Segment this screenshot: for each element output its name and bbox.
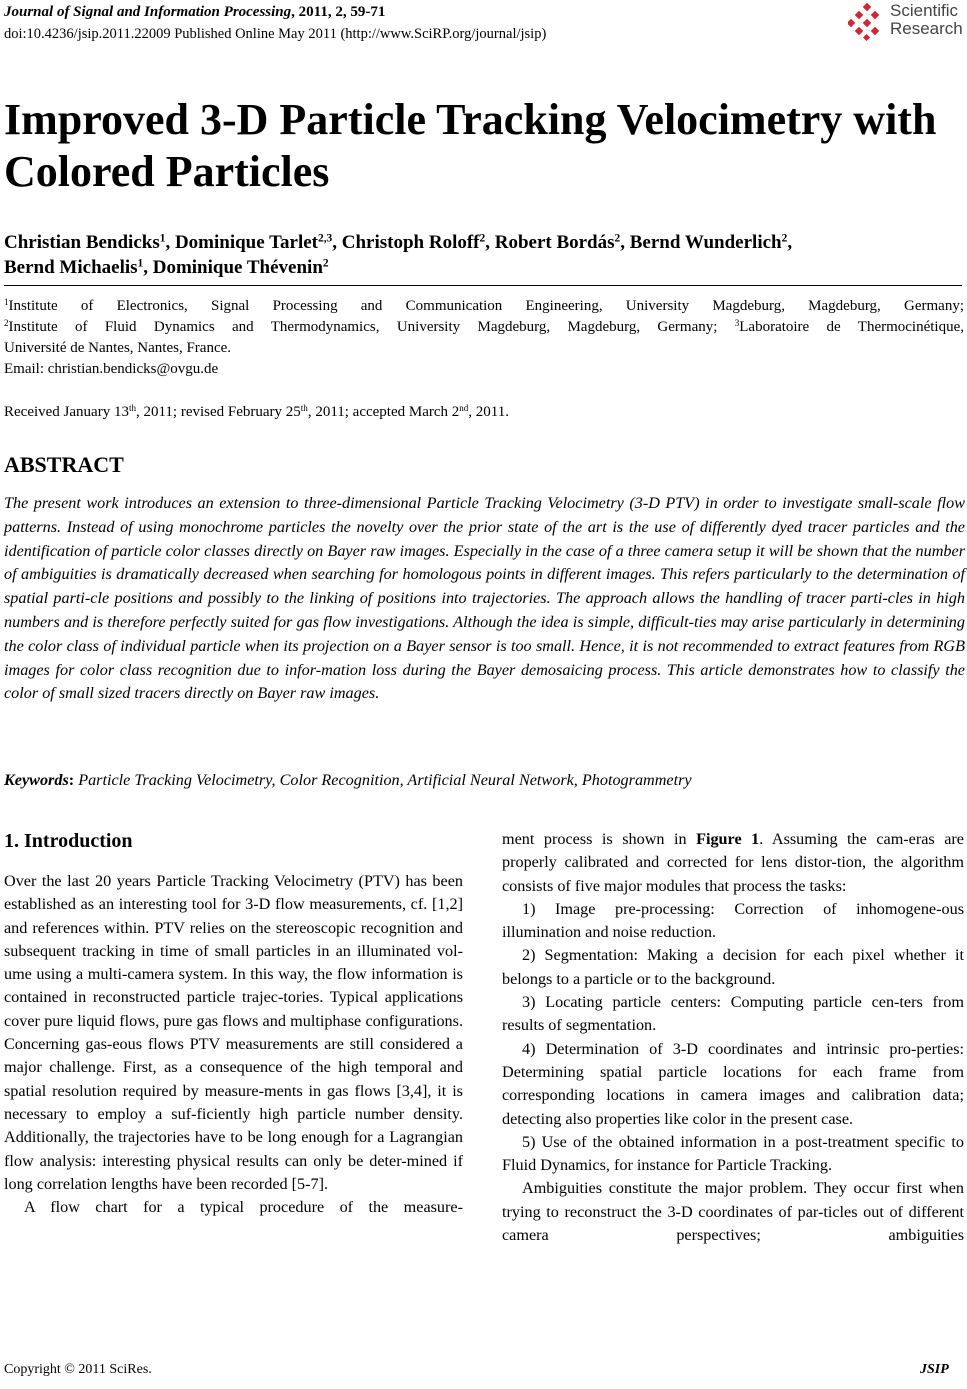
author: Robert Bordás: [494, 232, 615, 253]
author-sep: ,: [332, 232, 342, 253]
received-text: Received January 13: [4, 404, 129, 420]
list-item: 2) Segmentation: Making a decision for each pixel whether it belongs to a particle or to the background.: [502, 946, 964, 988]
paragraph: Ambiguities constitute the major problem. They occur first when trying to reconstruct the 3-D coordinates of par-ticles out of different camera perspectives; ambiguities: [502, 1179, 964, 1245]
abstract-text: The present work introduces an extension to three-dimensional Particle Tracking Velocimetry (3-D PTV) in order to investigate small-scale flow patterns. Instead of using monochrome particles the novelty over the prior state of the art is the use of differently dyed tracer particles and the identification of particle color classes directly on Bayer raw images. Especially in the case of a three camera setup it will be shown that the number of ambiguities is dramatically decreased when searching for homologous points in different images. This refers particularly to the determination of spatial parti-cle positions and possibly to the linking of positions into trajectories. The approach allows the handling of tracer parti-cles in high numbers and is therefore perfectly suited for gas flow investigations. Although the idea is simple, difficult-ties may arise particularly in determining the color class of individual particle when its projection on a Bayer sensor is too small. Hence, it is not recommended to extract features from RGB images for color class recognition due to infor-mation loss during the Bayer demosaicing process. This article demonstrates how to classify the color of small sized tracers directly on Bayer raw images.: [4, 494, 965, 703]
author-sep: ,: [485, 232, 495, 253]
author: Bernd Michaelis: [4, 257, 138, 278]
list-item: 3) Locating particle centers: Computing particle cen-ters from results of segmentation.: [502, 993, 964, 1035]
abstract-heading: ABSTRACT: [4, 452, 124, 477]
scirp-logo-icon: [848, 2, 888, 42]
affil-text: Institute of Fluid Dynamics and Thermodynamics, University Magdeburg, Magdeburg, Germany;: [8, 319, 718, 335]
received-sup: th: [300, 403, 308, 414]
copyright: Copyright © 2011 SciRes.: [4, 1362, 152, 1377]
author-sep: ,: [787, 232, 793, 253]
affiliation-3: Université de Nantes, Nantes, France.: [4, 340, 232, 356]
received-text: , 2011.: [468, 404, 509, 420]
affil-text: Laboratoire de Thermocinétique,: [739, 319, 964, 335]
affiliation-2: [4, 317, 964, 338]
author: Christian Bendicks: [4, 232, 160, 253]
figure-ref: Figure 1: [696, 830, 760, 848]
author-sep: ,: [143, 257, 153, 278]
affil-sup: 3: [734, 318, 740, 329]
paragraph-text: . Assuming the cam-eras are properly calibrated and corrected for lens distor-tion, the algorithm consists of five major modules that process the tasks:: [502, 830, 964, 895]
author-sup: 2: [781, 232, 788, 245]
author-sup: 2: [614, 232, 621, 245]
logo-text: [890, 2, 963, 38]
journal-header: [4, 3, 385, 21]
received-sup: nd: [459, 403, 469, 414]
keywords-colon: :: [68, 771, 79, 789]
journal-name: Journal of Signal and Information Processing: [4, 4, 292, 20]
author-sep: ,: [620, 232, 630, 253]
keywords-label: Keywords: [4, 771, 69, 789]
received-dates: [4, 402, 509, 422]
logo-line-1: Scientific: [890, 1, 959, 20]
author-sep: ,: [165, 232, 175, 253]
paper-title: [4, 94, 964, 198]
affil-sup: 2: [4, 318, 9, 329]
keywords: [4, 769, 964, 791]
author-sup: 2: [479, 232, 486, 245]
author: Christoph Roloff: [341, 232, 480, 253]
author-list: [4, 230, 964, 280]
section-heading: 1. Introduction: [4, 830, 133, 852]
author-sup: 1: [159, 232, 166, 245]
keywords-list: Particle Tracking Velocimetry, Color Recognition, Artificial Neural Network, Photogrammetry: [78, 771, 692, 789]
left-column: [4, 870, 463, 1219]
logo-line-2: Research: [890, 19, 963, 38]
list-item: 1) Image pre-processing: Correction of inhomogene-ous illumination and noise reduction.: [502, 899, 964, 942]
received-sup: th: [128, 403, 136, 414]
title-line-1: Improved 3-D Particle Tracking Velocimetry with: [4, 95, 937, 144]
title-line-2: Colored Particles: [4, 147, 330, 196]
paragraph-text: ment process is shown in: [502, 830, 697, 848]
author: Dominique Thévenin: [152, 257, 323, 278]
affiliation-1: [4, 296, 964, 317]
affil-sup: 1: [4, 297, 9, 308]
paragraph: Over the last 20 years Particle Tracking Velocimetry (PTV) has been established as an interesting tool for 3-D flow measurements, cf. [1,2] and references within. PTV relies on the stereoscopic recognition and subsequent tracking in time of small particles in an illuminated vol-ume using a multi-camera system. In this way, the flow information is contained in reconstructed particle trajec-tories. Typical applications cover pure liquid flows, pure gas flows and multiphase configurations. Concerning gas-eous flows PTV measurements are still considered a major challenge. First, as a consequence of the high temporal and spatial resolution required by measure-ments in gas flows [3,4], it is necessary to employ a suf-ficiently high particle number density. Additionally, the trajectories have to be long enough for a Lagrangian flow analysis: interesting physical results can only be deter-mined if long correlation lengths have been recorded [5-7].: [4, 872, 463, 1193]
journal-abbreviation: JSIP: [920, 1362, 949, 1377]
email: Email: christian.bendicks@ovgu.de: [4, 361, 219, 377]
author: Dominique Tarlet: [174, 232, 318, 253]
publisher-logo: [848, 0, 967, 46]
list-item: 5) Use of the obtained information in a post-treatment specific to Fluid Dynamics, for instance for Particle Tracking.: [502, 1132, 964, 1175]
author-sup: 1: [137, 257, 144, 270]
paragraph: [502, 828, 964, 898]
received-text: , 2011; accepted March 2: [307, 404, 460, 420]
journal-issue: , 2011, 2, 59-71: [291, 4, 386, 20]
list-item: 4) Determination of 3-D coordinates and intrinsic pro-perties: Determining spatial particle locations for each frame from corresponding locations in camera images and calibration data; detecting also properties like color in the present case.: [502, 1039, 964, 1128]
received-text: , 2011; revised February 25: [135, 404, 301, 420]
paragraph: A flow chart for a typical procedure of the measure-: [24, 1198, 463, 1217]
affiliations: [4, 296, 964, 380]
author: Bernd Wunderlich: [629, 232, 782, 253]
header-rule: [4, 285, 962, 286]
right-column: [502, 828, 964, 1247]
author-sup: 2: [322, 257, 329, 270]
author-sup: 2,3: [318, 232, 333, 245]
doi-line: doi:10.4236/jsip.2011.22009 Published Online May 2011 (http://www.SciRP.org/journal/jsip): [4, 26, 547, 42]
affil-text: Institute of Electronics, Signal Processing and Communication Engineering, University Magdeburg, Magdeburg, Germany;: [8, 298, 964, 314]
